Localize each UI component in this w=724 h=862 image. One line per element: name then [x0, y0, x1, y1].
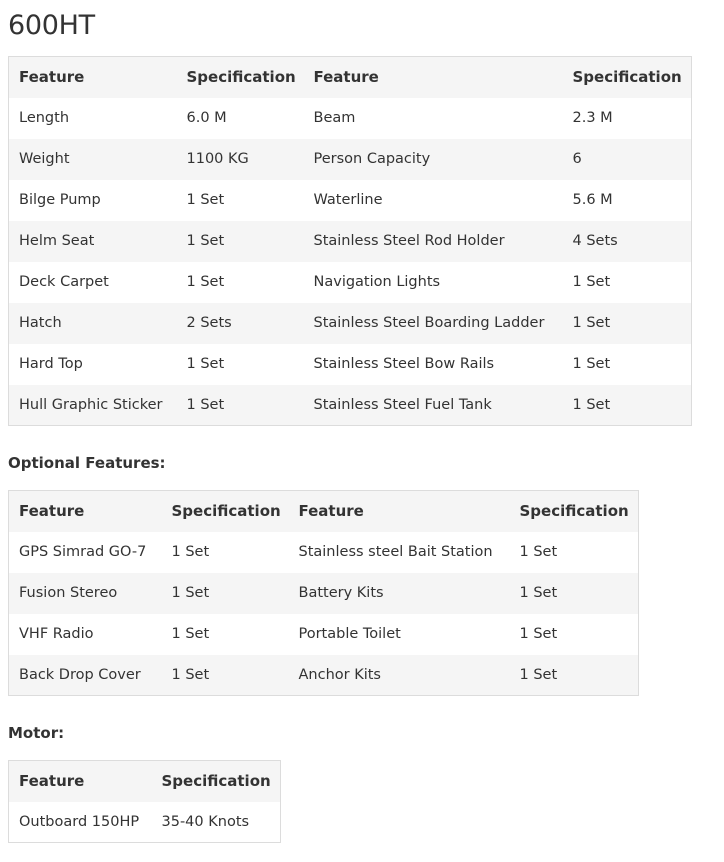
specification-cell: 1 Set: [171, 585, 210, 601]
table-row: [9, 139, 692, 180]
feature-cell: Hull Graphic Sticker: [19, 396, 163, 413]
feature-cell: Hard Top: [19, 356, 83, 372]
feature-cell: Navigation Lights: [313, 274, 441, 290]
column-header: Feature: [313, 68, 379, 87]
feature-cell: Stainless steel Bait Station: [298, 544, 493, 560]
feature-cell: Weight: [19, 151, 70, 167]
table-row: [9, 655, 639, 696]
specification-cell: 1 Set: [171, 666, 210, 683]
table-row: [9, 221, 692, 262]
spec-table: [8, 56, 692, 426]
table-row: [9, 802, 281, 843]
specification-cell: 1 Set: [572, 274, 611, 290]
specification-cell: 1 Set: [519, 666, 558, 683]
table-row: [9, 532, 639, 573]
specification-cell: 2 Sets: [186, 315, 232, 331]
column-header: Specification: [161, 772, 271, 791]
feature-cell: Hatch: [19, 315, 62, 331]
column-header: Feature: [19, 502, 85, 521]
column-header: Feature: [19, 68, 85, 87]
specification-cell: 1 Set: [572, 396, 611, 413]
feature-cell: Bilge Pump: [19, 192, 101, 208]
specification-cell: 1 Set: [519, 585, 558, 601]
feature-cell: Waterline: [313, 192, 383, 208]
specification-cell: 1 Set: [186, 274, 225, 290]
table-row: [9, 614, 639, 655]
table-row: [9, 344, 692, 385]
feature-cell: Helm Seat: [19, 233, 95, 249]
feature-cell: Beam: [313, 110, 356, 126]
feature-cell: Battery Kits: [298, 585, 384, 601]
feature-cell: Fusion Stereo: [19, 585, 118, 601]
specification-cell: 1 Set: [186, 233, 225, 249]
table-row: [9, 303, 692, 344]
page-title: 600HT: [8, 10, 95, 41]
feature-cell: GPS Simrad GO-7: [19, 544, 147, 560]
table-row: [9, 98, 692, 139]
specification-cell: 4 Sets: [572, 233, 618, 249]
feature-cell: Back Drop Cover: [19, 666, 141, 683]
column-header: Specification: [572, 68, 682, 87]
column-header: Specification: [186, 68, 296, 87]
motor-table: [8, 760, 281, 843]
table-header-row: [9, 491, 639, 532]
feature-cell: Stainless Steel Bow Rails: [313, 356, 495, 372]
specification-cell: 1100 KG: [186, 151, 249, 167]
table-row: [9, 262, 692, 303]
feature-cell: Person Capacity: [313, 151, 431, 167]
optional-features-table: [8, 490, 639, 696]
column-header: Specification: [171, 502, 281, 521]
specification-cell: 1 Set: [171, 544, 210, 560]
specification-cell: 1 Set: [519, 626, 558, 642]
specification-cell: 1 Set: [186, 396, 225, 413]
specification-cell: 6: [572, 151, 582, 167]
feature-cell: Stainless Steel Rod Holder: [313, 233, 505, 249]
table-row: [9, 385, 692, 426]
specification-cell: 1 Set: [186, 356, 225, 372]
specification-cell: 1 Set: [572, 315, 611, 331]
column-header: Specification: [519, 502, 629, 521]
feature-cell: Length: [19, 110, 70, 126]
specification-cell: 1 Set: [186, 192, 225, 208]
table-row: [9, 573, 639, 614]
specification-cell: 2.3 M: [572, 110, 613, 126]
feature-cell: Outboard 150HP: [19, 813, 140, 830]
table-header-row: [9, 761, 281, 802]
optional-features-heading: Optional Features:: [8, 454, 166, 472]
feature-cell: VHF Radio: [19, 626, 94, 642]
feature-cell: Stainless Steel Boarding Ladder: [313, 315, 545, 331]
column-header: Feature: [298, 502, 364, 521]
specification-cell: 5.6 M: [572, 192, 613, 208]
specification-cell: 35-40 Knots: [161, 813, 250, 830]
feature-cell: Deck Carpet: [19, 274, 109, 290]
specification-cell: 6.0 M: [186, 110, 227, 126]
table-row: [9, 180, 692, 221]
specification-cell: 1 Set: [572, 356, 611, 372]
feature-cell: Anchor Kits: [298, 666, 381, 683]
feature-cell: Stainless Steel Fuel Tank: [313, 396, 492, 413]
specification-cell: 1 Set: [171, 626, 210, 642]
motor-heading: Motor:: [8, 724, 65, 742]
table-header-row: [9, 57, 692, 98]
column-header: Feature: [19, 772, 85, 791]
feature-cell: Portable Toilet: [298, 626, 401, 642]
specification-cell: 1 Set: [519, 544, 558, 560]
